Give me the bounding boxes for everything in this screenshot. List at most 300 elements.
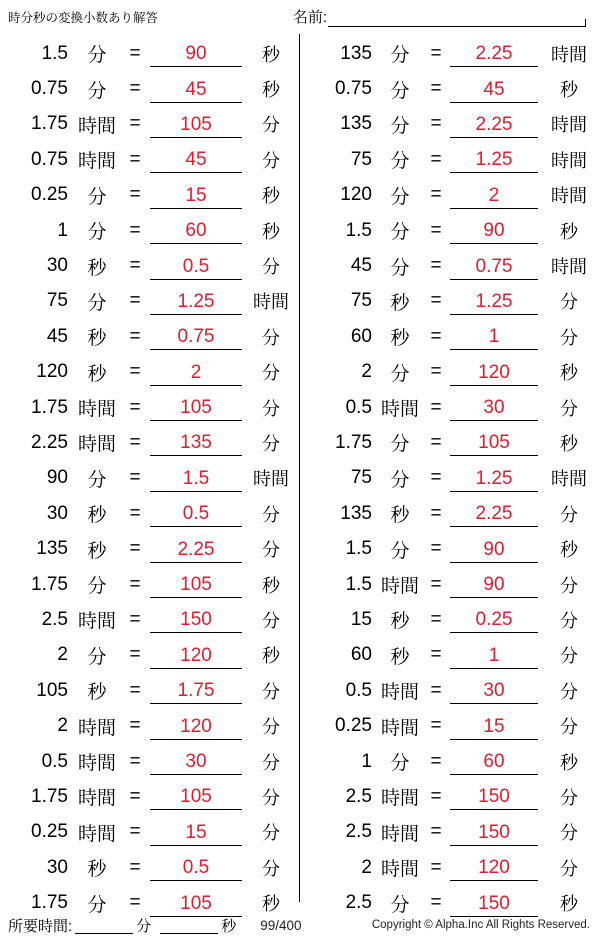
answer-field[interactable]: 0.5	[150, 500, 242, 527]
equals-sign: =	[430, 892, 442, 914]
problem-value: 90	[46, 467, 68, 489]
problem-value: 0.5	[41, 750, 68, 772]
equals-sign: =	[129, 856, 141, 878]
problem-row	[300, 248, 600, 283]
copyright-notice: Copyright © Alpha.Inc All Rights Reserved.	[371, 919, 590, 931]
problem-value: 30	[46, 856, 68, 878]
answer-field[interactable]: 2	[150, 359, 242, 386]
answer-field[interactable]: 15	[150, 182, 242, 209]
answer-unit: 分	[560, 646, 578, 667]
problem-value: 15	[350, 608, 372, 630]
answer-unit: 分	[262, 540, 280, 561]
problem-row	[300, 390, 600, 425]
equals-sign: =	[129, 608, 141, 630]
answer-unit: 分	[560, 575, 578, 596]
problem-value: 60	[350, 644, 372, 666]
problem-unit: 分	[390, 469, 410, 491]
problem-value: 1	[57, 219, 68, 241]
page-number: 99/400	[260, 917, 302, 933]
answer-field[interactable]: 1	[450, 323, 538, 350]
problem-value: 1.75	[31, 892, 68, 914]
problem-unit: 時間	[380, 717, 419, 739]
problem-row	[0, 602, 299, 637]
answer-unit: 秒	[262, 44, 280, 65]
answer-field[interactable]: 105	[150, 783, 242, 810]
problem-row	[300, 496, 600, 531]
answer-field[interactable]: 60	[450, 748, 538, 775]
problem-row	[0, 425, 299, 460]
problem-unit: 分	[87, 292, 107, 314]
problem-unit: 時間	[77, 151, 116, 173]
answer-field[interactable]: 2	[450, 182, 538, 209]
page-title: 時分秒の変換小数あり解答	[8, 11, 159, 25]
problem-row	[300, 850, 600, 885]
time-minutes-unit: 分	[136, 917, 152, 935]
problem-row	[300, 36, 600, 71]
problem-row	[300, 602, 600, 637]
equals-sign: =	[430, 396, 442, 418]
problem-unit: 時間	[77, 434, 116, 456]
equals-sign: =	[129, 219, 141, 241]
answer-unit: 分	[560, 858, 578, 879]
equals-sign: =	[430, 502, 442, 524]
answer-field[interactable]: 2.25	[450, 111, 538, 138]
problem-row	[300, 531, 600, 566]
answer-field[interactable]: 30	[150, 748, 242, 775]
equals-sign: =	[430, 219, 442, 241]
time-minutes-blank[interactable]	[75, 917, 133, 934]
problem-row	[300, 71, 600, 106]
problem-value: 2.5	[345, 892, 372, 914]
problem-row	[300, 779, 600, 814]
problem-value: 2	[361, 856, 372, 878]
problem-column-left	[0, 34, 300, 916]
problem-value: 0.5	[345, 679, 372, 701]
equals-sign: =	[129, 785, 141, 807]
answer-field[interactable]: 1	[450, 642, 538, 669]
answer-field[interactable]: 0.75	[150, 323, 242, 350]
problem-value: 1.75	[335, 431, 372, 453]
problem-row	[0, 815, 299, 850]
problem-row	[300, 107, 600, 142]
problem-unit: 秒	[87, 328, 107, 350]
equals-sign: =	[430, 361, 442, 383]
problem-row	[0, 107, 299, 142]
problem-unit: 分	[390, 80, 410, 102]
problem-row	[300, 885, 600, 920]
problem-row	[0, 142, 299, 177]
answer-unit: 分	[560, 292, 578, 313]
name-field-area	[293, 6, 592, 29]
answer-field[interactable]: 0.5	[150, 253, 242, 280]
problem-unit: 分	[390, 151, 410, 173]
problem-value: 1.5	[345, 538, 372, 560]
answer-unit: 時間	[551, 186, 587, 207]
answer-field[interactable]: 105	[150, 394, 242, 421]
name-input-line[interactable]	[328, 9, 586, 27]
answer-unit: 秒	[560, 894, 578, 915]
problem-unit: 分	[87, 469, 107, 491]
problem-value: 2	[57, 715, 68, 737]
answer-field[interactable]: 105	[450, 429, 538, 456]
problem-unit: 秒	[87, 505, 107, 527]
answer-field[interactable]: 15	[150, 819, 242, 846]
problem-row	[300, 284, 600, 319]
answer-field[interactable]: 1.75	[150, 677, 242, 704]
answer-field[interactable]: 1.25	[150, 288, 242, 315]
problem-value: 0.25	[31, 821, 68, 843]
problem-row	[0, 496, 299, 531]
answer-field[interactable]: 0.75	[450, 253, 538, 280]
answer-unit: 分	[560, 398, 578, 419]
equals-sign: =	[129, 892, 141, 914]
problem-row	[0, 390, 299, 425]
problem-row	[0, 744, 299, 779]
problem-value: 120	[340, 184, 372, 206]
problem-unit: 分	[87, 80, 107, 102]
answer-unit: 秒	[560, 752, 578, 773]
equals-sign: =	[430, 750, 442, 772]
problem-unit: 時間	[77, 823, 116, 845]
problem-unit: 時間	[77, 115, 116, 137]
problem-row	[0, 638, 299, 673]
answer-field[interactable]: 1.25	[450, 465, 538, 492]
answer-unit: 秒	[560, 363, 578, 384]
problem-value: 0.75	[335, 78, 372, 100]
name-label: 名前:	[292, 8, 327, 26]
equals-sign: =	[129, 644, 141, 666]
equals-sign: =	[129, 361, 141, 383]
answer-field[interactable]: 45	[150, 76, 242, 103]
problem-unit: 時間	[77, 788, 116, 810]
problem-unit: 時間	[380, 823, 419, 845]
problem-value: 1.75	[31, 396, 68, 418]
problem-row	[0, 319, 299, 354]
equals-sign: =	[129, 396, 141, 418]
problem-unit: 時間	[380, 788, 419, 810]
problem-value: 2.5	[345, 821, 372, 843]
answer-field[interactable]: 2.25	[150, 536, 242, 563]
answer-field[interactable]: 30	[450, 677, 538, 704]
answer-unit: 秒	[262, 646, 280, 667]
answer-unit: 分	[560, 787, 578, 808]
problem-value: 1.5	[345, 573, 372, 595]
answer-field[interactable]: 1.25	[450, 146, 538, 173]
problem-value: 1	[361, 750, 372, 772]
problem-unit: 秒	[87, 540, 107, 562]
problem-value: 1.75	[31, 785, 68, 807]
answer-field[interactable]: 90	[450, 571, 538, 598]
problem-unit: 秒	[87, 257, 107, 279]
answer-unit: 分	[262, 787, 280, 808]
answer-field[interactable]: 1.5	[150, 465, 242, 492]
problem-value: 0.25	[335, 715, 372, 737]
answer-unit: 分	[262, 752, 280, 773]
problem-value: 1.75	[31, 573, 68, 595]
equals-sign: =	[430, 715, 442, 737]
answer-unit: 時間	[551, 150, 587, 171]
problem-unit: 秒	[87, 363, 107, 385]
problem-unit: 秒	[390, 292, 410, 314]
equals-sign: =	[430, 78, 442, 100]
answer-field[interactable]: 45	[450, 76, 538, 103]
problem-unit: 時間	[380, 399, 419, 421]
equals-sign: =	[430, 467, 442, 489]
time-required-label: 所要時間:	[8, 917, 73, 935]
equals-sign: =	[129, 715, 141, 737]
problem-value: 135	[36, 538, 68, 560]
problem-value: 2.5	[345, 785, 372, 807]
problem-row	[300, 355, 600, 390]
answer-field[interactable]: 150	[450, 890, 538, 917]
equals-sign: =	[129, 431, 141, 453]
equals-sign: =	[430, 538, 442, 560]
problem-unit: 分	[390, 115, 410, 137]
equals-sign: =	[129, 148, 141, 170]
answer-field[interactable]: 0.25	[450, 606, 538, 633]
answer-field[interactable]: 105	[150, 111, 242, 138]
problem-unit: 分	[87, 894, 107, 916]
page-header	[0, 0, 600, 34]
time-seconds-blank[interactable]	[160, 917, 218, 934]
answer-unit: 時間	[253, 469, 289, 490]
equals-sign: =	[129, 290, 141, 312]
equals-sign: =	[129, 78, 141, 100]
problem-row	[0, 779, 299, 814]
answer-field[interactable]: 60	[150, 217, 242, 244]
problem-row	[300, 425, 600, 460]
problem-value: 2.5	[41, 608, 68, 630]
equals-sign: =	[129, 502, 141, 524]
answer-field[interactable]: 0.5	[150, 854, 242, 881]
equals-sign: =	[129, 467, 141, 489]
problem-value: 135	[340, 113, 372, 135]
answer-unit: 分	[262, 327, 280, 348]
answer-unit: 分	[560, 681, 578, 702]
answer-unit: 分	[262, 363, 280, 384]
problem-value: 2	[57, 644, 68, 666]
problem-row	[0, 708, 299, 743]
problem-unit: 分	[390, 753, 410, 774]
problem-columns	[0, 34, 600, 916]
problem-value: 135	[340, 42, 372, 64]
answer-field[interactable]: 120	[450, 854, 538, 881]
problem-unit: 分	[390, 45, 410, 67]
problem-value: 0.75	[31, 78, 68, 100]
problem-value: 0.25	[31, 184, 68, 206]
answer-field[interactable]: 135	[150, 429, 242, 456]
problem-unit: 時間	[380, 859, 419, 881]
answer-unit: 分	[560, 610, 578, 631]
problem-row	[0, 531, 299, 566]
equals-sign: =	[430, 113, 442, 135]
answer-field[interactable]: 105	[150, 890, 242, 917]
problem-value: 0.5	[345, 396, 372, 418]
equals-sign: =	[430, 255, 442, 277]
problem-unit: 分	[87, 576, 107, 598]
problem-value: 75	[350, 467, 372, 489]
equals-sign: =	[430, 856, 442, 878]
problem-unit: 時間	[77, 753, 116, 774]
answer-field[interactable]: 120	[150, 713, 242, 740]
problem-value: 30	[46, 255, 68, 277]
problem-row	[300, 178, 600, 213]
equals-sign: =	[129, 750, 141, 772]
equals-sign: =	[129, 42, 141, 64]
answer-unit: 分	[262, 398, 280, 419]
answer-unit: 分	[262, 823, 280, 844]
equals-sign: =	[129, 113, 141, 135]
answer-field[interactable]: 90	[450, 536, 538, 563]
problem-unit: 分	[390, 363, 410, 385]
answer-field[interactable]: 45	[150, 146, 242, 173]
problem-row	[300, 461, 600, 496]
problem-value: 75	[350, 148, 372, 170]
answer-unit: 秒	[560, 80, 578, 101]
problem-column-right	[300, 34, 600, 916]
problem-row	[300, 567, 600, 602]
answer-unit: 時間	[253, 292, 289, 313]
problem-unit: 分	[87, 45, 107, 67]
answer-unit: 分	[560, 823, 578, 844]
equals-sign: =	[430, 608, 442, 630]
problem-value: 75	[46, 290, 68, 312]
problem-row	[0, 355, 299, 390]
problem-row	[300, 815, 600, 850]
problem-unit: 秒	[390, 611, 410, 633]
problem-row	[0, 850, 299, 885]
answer-unit: 時間	[551, 44, 587, 65]
answer-field[interactable]: 120	[150, 642, 242, 669]
answer-unit: 分	[262, 150, 280, 171]
equals-sign: =	[430, 290, 442, 312]
equals-sign: =	[430, 644, 442, 666]
equals-sign: =	[129, 325, 141, 347]
answer-unit: 分	[262, 257, 280, 278]
answer-field[interactable]: 90	[150, 40, 242, 67]
equals-sign: =	[430, 148, 442, 170]
answer-unit: 秒	[262, 186, 280, 207]
problem-row	[300, 638, 600, 673]
problem-unit: 分	[390, 257, 410, 279]
equals-sign: =	[129, 573, 141, 595]
problem-unit: 時間	[77, 399, 116, 421]
equals-sign: =	[430, 785, 442, 807]
answer-unit: 秒	[262, 80, 280, 101]
answer-unit: 秒	[560, 221, 578, 242]
problem-unit: 秒	[390, 505, 410, 527]
equals-sign: =	[430, 431, 442, 453]
time-seconds-unit: 秒	[221, 917, 237, 935]
problem-row	[0, 461, 299, 496]
problem-unit: 秒	[87, 859, 107, 881]
problem-unit: 分	[390, 540, 410, 562]
answer-field[interactable]: 15	[450, 713, 538, 740]
equals-sign: =	[129, 255, 141, 277]
problem-value: 0.75	[31, 148, 68, 170]
answer-field[interactable]: 2.25	[450, 500, 538, 527]
answer-field[interactable]: 120	[450, 359, 538, 386]
problem-value: 45	[350, 255, 372, 277]
problem-row	[0, 178, 299, 213]
answer-unit: 分	[262, 504, 280, 525]
equals-sign: =	[129, 679, 141, 701]
answer-unit: 時間	[551, 115, 587, 136]
answer-unit: 秒	[560, 540, 578, 561]
problem-unit: 時間	[380, 576, 419, 598]
answer-field[interactable]: 2.25	[450, 40, 538, 67]
answer-unit: 分	[262, 433, 280, 454]
problem-row	[300, 708, 600, 743]
answer-field[interactable]: 30	[450, 394, 538, 421]
equals-sign: =	[430, 42, 442, 64]
answer-unit: 分	[560, 504, 578, 525]
equals-sign: =	[430, 821, 442, 843]
answer-unit: 分	[262, 681, 280, 702]
problem-unit: 秒	[390, 646, 410, 668]
problem-value: 60	[350, 325, 372, 347]
answer-unit: 分	[262, 115, 280, 136]
problem-row	[0, 567, 299, 602]
answer-unit: 分	[560, 327, 578, 348]
equals-sign: =	[430, 679, 442, 701]
problem-unit: 時間	[77, 717, 116, 739]
problem-unit: 分	[390, 222, 410, 244]
answer-unit: 分	[262, 717, 280, 738]
equals-sign: =	[129, 538, 141, 560]
problem-value: 2	[361, 361, 372, 383]
answer-field[interactable]: 150	[450, 783, 538, 810]
answer-unit: 分	[560, 717, 578, 738]
answer-field[interactable]: 90	[450, 217, 538, 244]
problem-unit: 分	[390, 894, 410, 916]
problem-row	[0, 213, 299, 248]
problem-unit: 秒	[390, 328, 410, 350]
problem-unit: 分	[87, 186, 107, 208]
problem-value: 75	[350, 290, 372, 312]
problem-row	[0, 673, 299, 708]
equals-sign: =	[129, 184, 141, 206]
problem-row	[0, 248, 299, 283]
equals-sign: =	[430, 325, 442, 347]
problem-value: 45	[46, 325, 68, 347]
problem-unit: 時間	[380, 682, 419, 704]
problem-value: 135	[340, 502, 372, 524]
answer-field[interactable]: 150	[150, 606, 242, 633]
problem-unit: 秒	[87, 682, 107, 704]
problem-unit: 分	[87, 646, 107, 668]
problem-value: 2.25	[31, 431, 68, 453]
answer-unit: 時間	[551, 469, 587, 490]
problem-unit: 分	[390, 434, 410, 456]
problem-row	[0, 71, 299, 106]
problem-row	[300, 319, 600, 354]
equals-sign: =	[129, 821, 141, 843]
problem-value: 1.5	[41, 42, 68, 64]
answer-field[interactable]: 105	[150, 571, 242, 598]
answer-unit: 秒	[262, 221, 280, 242]
problem-row	[0, 36, 299, 71]
problem-value: 105	[36, 679, 68, 701]
answer-field[interactable]: 150	[450, 819, 538, 846]
answer-unit: 分	[262, 610, 280, 631]
problem-row	[300, 213, 600, 248]
problem-value: 1.5	[345, 219, 372, 241]
problem-row	[300, 142, 600, 177]
problem-row	[0, 284, 299, 319]
answer-field[interactable]: 1.25	[450, 288, 538, 315]
problem-unit: 時間	[77, 611, 116, 633]
